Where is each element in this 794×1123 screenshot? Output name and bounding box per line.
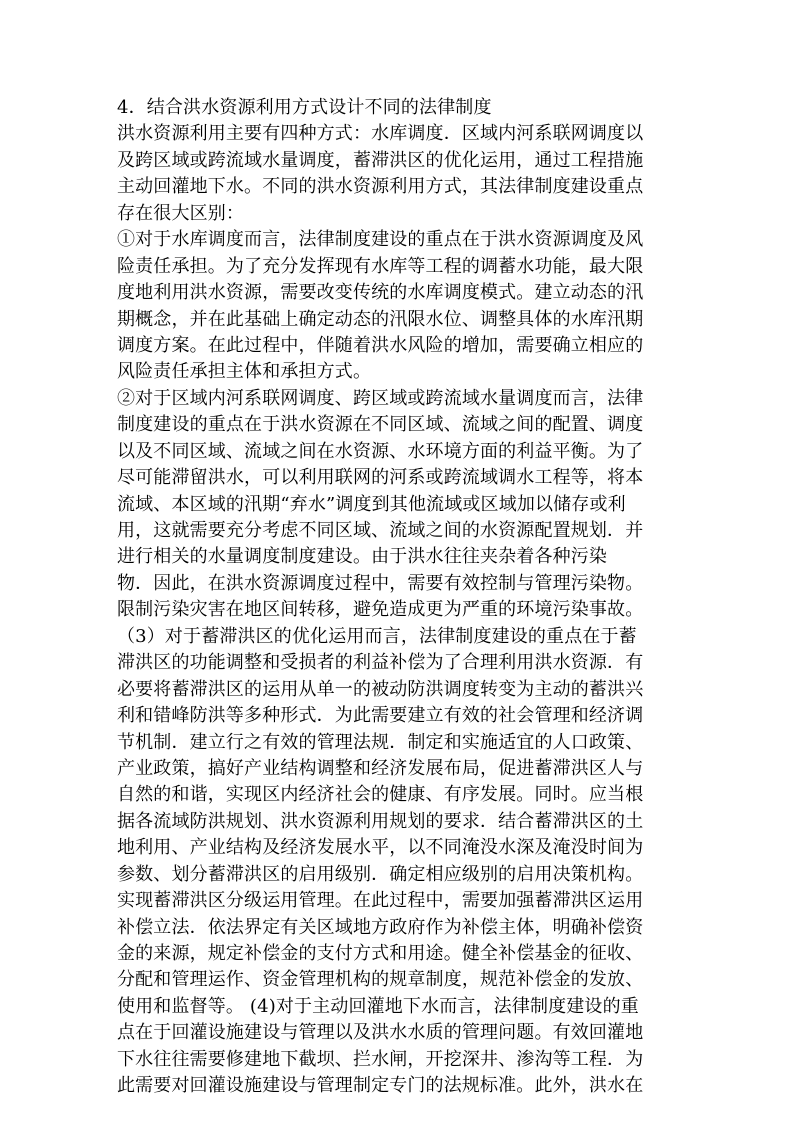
text-line: 4．结合洪水资源利用方式设计不同的法律制度: [117, 97, 492, 118]
text-line: 产业政策，搞好产业结构调整和经济发展布局，促进蓄滞洪区人与: [117, 757, 644, 779]
text-line: 据各流域防洪规划、洪水资源利用规划的要求．结合蓄滞洪区的土: [117, 810, 644, 832]
text-line: 险责任承担。为了充分发挥现有水库等工程的调蓄水功能，最大限: [117, 255, 644, 277]
text-line: 参数、划分蓄滞洪区的启用级别．确定相应级别的启用决策机构。: [117, 863, 644, 885]
text-line: 利和错峰防洪等多种形式．为此需要建立有效的社会管理和经济调: [117, 705, 644, 727]
text-line: 存在很大区别：: [117, 202, 245, 224]
text-line: ①对于水库调度而言，法律制度建设的重点在于洪水资源调度及风: [117, 229, 644, 251]
text-line: 补偿立法．依法界定有关区域地方政府作为补偿主体，明确补偿资: [117, 916, 644, 938]
text-line: 以及不同区域、流域之间在水资源、水环境方面的利益平衡。为了: [117, 440, 644, 462]
text-line: 分配和管理运作、资金管理机构的规章制度，规范补偿金的发放、: [117, 969, 644, 991]
text-line: 洪水资源利用主要有四种方式：水库调度．区域内河系联网调度以: [117, 123, 644, 145]
text-line: 限制污染灾害在地区间转移，避免造成更为严重的环境污染事故。: [117, 599, 644, 621]
text-line: 金的来源，规定补偿金的支付方式和用途。健全补偿基金的征收、: [117, 943, 644, 964]
text-line: 点在于回灌设施建设与管理以及洪水水质的管理问题。有效回灌地: [117, 1022, 644, 1044]
text-line: 实现蓄滞洪区分级运用管理。在此过程中，需要加强蓄滞洪区运用: [117, 890, 644, 912]
text-line: 期概念，并在此基础上确定动态的汛限水位、调整具体的水库汛期: [117, 308, 644, 330]
text-line: 进行相关的水量调度制度建设。由于洪水往往夹杂着各种污染: [117, 546, 608, 568]
text-line: 此需要对回灌设施建设与管理制定专门的法规标准。此外，洪水在: [117, 1075, 644, 1097]
text-line: 自然的和谐，实现区内经济社会的健康、有序发展。同时。应当根: [117, 784, 644, 806]
text-line: 滞洪区的功能调整和受损者的利益补偿为了合理利用洪水资源．有: [117, 652, 644, 674]
document-body: [117, 95, 677, 1100]
text-line: 流域、本区域的汛期“弃水”调度到其他流域或区域加以储存或利: [117, 493, 626, 515]
text-line: 及跨区域或跨流域水量调度，蓄滞洪区的优化运用，通过工程措施: [117, 149, 644, 171]
text-line: （3）对于蓄滞洪区的优化运用而言，法律制度建设的重点在于蓄: [117, 625, 637, 647]
text-line: 使用和监督等。 (4)对于主动回灌地下水而言，法律制度建设的重: [117, 995, 639, 1017]
text-line: 必要将蓄滞洪区的运用从单一的被动防洪调度转变为主动的蓄洪兴: [117, 678, 644, 700]
text-line: 主动回灌地下水。不同的洪水资源利用方式，其法律制度建设重点: [117, 176, 644, 198]
text-line: 下水往往需要修建地下截坝、拦水闸，开挖深井、渗沟等工程．为: [117, 1048, 644, 1070]
text-line: 度地利用洪水资源，需要改变传统的水库调度模式。建立动态的汛: [117, 282, 644, 304]
text-line: 风险责任承担主体和承担方式。: [117, 361, 372, 383]
text-line: 尽可能滞留洪水，可以利用联网的河系或跨流域调水工程等，将本: [117, 467, 644, 489]
text-line: 用，这就需要充分考虑不同区域、流域之间的水资源配置规划．并: [117, 520, 644, 541]
text-line: 制度建设的重点在于洪水资源在不同区域、流域之间的配置、调度: [117, 414, 644, 436]
text-line: 节机制．建立行之有效的管理法规．制定和实施适宜的人口政策、: [117, 731, 644, 753]
text-line: 地利用、产业结构及经济发展水平，以不同淹没水深及淹没时间为: [117, 837, 644, 859]
text-line: ②对于区域内河系联网调度、跨区域或跨流域水量调度而言，法律: [117, 387, 644, 409]
text-line: 物．因此，在洪水资源调度过程中，需要有效控制与管理污染物。: [117, 572, 644, 594]
text-line: 调度方案。在此过程中，伴随着洪水风险的增加，需要确立相应的: [117, 334, 644, 356]
